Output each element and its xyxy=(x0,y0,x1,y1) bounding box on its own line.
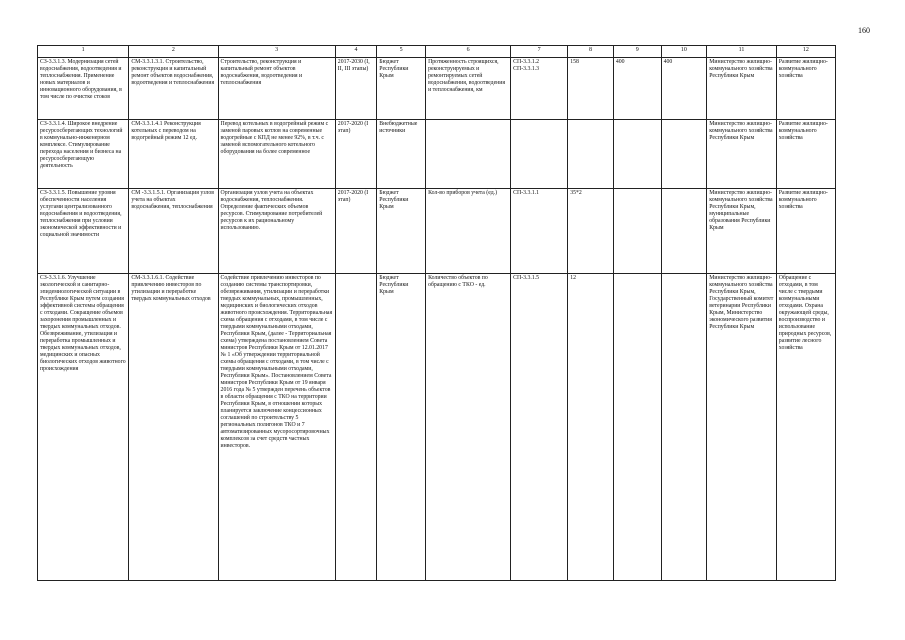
table-cell: Развитие жилищно-коммунального хозяйства xyxy=(776,58,835,120)
table-cell: Протяженность строящихся, реконструируемых и ремонтируемых сетей водоснабжения, водоотведения и теплоснабжения, км xyxy=(426,58,511,120)
table-cell: Министерство жилищно-коммунального хозяйства Республики Крым, Государственный комитет ветеринарии Республики Крым, Министерство экономического развития Республики Крым xyxy=(707,274,777,581)
header-cell: 7 xyxy=(511,46,568,58)
table-cell: 400 xyxy=(661,58,707,120)
header-cell: 10 xyxy=(661,46,707,58)
table-cell: Кол-во приборов учета (ед.) xyxy=(426,189,511,274)
table-cell: Перевод котельных в водогрейный режим с заменой паровых котлов на современные водогрейные с КПД не менее 92%, в т.ч. с заменой вспомогательного котельного оборудования на более современное xyxy=(218,120,335,189)
header-cell: 9 xyxy=(613,46,661,58)
table-cell: Количество объектов по обращению с ТКО - ед. xyxy=(426,274,511,581)
table-cell: СМ -3.3.1.5.1. Организация узлов учета на объектах водоснабжения, теплоснабжения xyxy=(129,189,218,274)
header-cell: 1 xyxy=(38,46,129,58)
table-cell: 2017-2030 (I, II, III этапы) xyxy=(335,58,377,120)
table-cell: СМ-3.3.1.4.1 Реконструкция котельных с переводом на водогрейный режим 12 ед. xyxy=(129,120,218,189)
header-cell: 4 xyxy=(335,46,377,58)
table-row xyxy=(38,189,836,274)
table-cell: Бюджет Республики Крым xyxy=(377,274,426,581)
header-row xyxy=(38,46,836,58)
table-cell xyxy=(661,189,707,274)
table-cell: СП-3.3.1.1 xyxy=(511,189,568,274)
table-row xyxy=(38,274,836,581)
header-cell: 3 xyxy=(218,46,335,58)
header-cell: 8 xyxy=(568,46,614,58)
table-cell: 2017-2020 (I этап) xyxy=(335,120,377,189)
table-row xyxy=(38,58,836,120)
table-cell xyxy=(568,120,614,189)
table-cell: СЗ-3.3.1.4. Широкое внедрение ресурсосберегающих технологий в коммунально-инженерном комплексе. Стимулирование перехода населения и бизнеса на ресурсосберегающую деятельность xyxy=(38,120,129,189)
table-cell: Развитие жилищно-коммунального хозяйства xyxy=(776,189,835,274)
table-cell: Развитие жилищно-коммунального хозяйства xyxy=(776,120,835,189)
table-cell: Бюджет Республики Крым xyxy=(377,189,426,274)
table-cell xyxy=(511,120,568,189)
table-row xyxy=(38,120,836,189)
table-cell: Строительство, реконструкция и капитальный ремонт объектов водоснабжения, водоотведения и теплоснабжения xyxy=(218,58,335,120)
header-cell: 5 xyxy=(377,46,426,58)
table-cell xyxy=(613,189,661,274)
table-cell xyxy=(613,120,661,189)
table-cell: СП-3.3.1.5 xyxy=(511,274,568,581)
table-cell: 158 xyxy=(568,58,614,120)
table-cell: СМ-3.3.1.3.1. Строительство, реконструкция и капитальный ремонт объектов водоснабжения, водоотведения и теплоснабжения xyxy=(129,58,218,120)
table-cell: Бюджет Республики Крым xyxy=(377,58,426,120)
header-cell: 11 xyxy=(707,46,777,58)
table-cell: 12 xyxy=(568,274,614,581)
table-cell xyxy=(661,274,707,581)
table-cell: 35*2 xyxy=(568,189,614,274)
table-cell: Министерство жилищно-коммунального хозяйства Республики Крым xyxy=(707,120,777,189)
table-cell: СЗ-3.3.1.6. Улучшение экологической и санитарно-эпидемиологической ситуации в Республике Крым путем создания эффективной системы обращения с отходами. Сокращение объемов захоронения промышленных и твердых коммунальных отходов. Обезвреживание, утилизация и переработка промышленных и твердых коммунальных отходов, медицинских и опасных биологических отходов животного происхождения xyxy=(38,274,129,581)
table-cell: Содействие привлечению инвесторов по созданию системы транспортировки, обезвреживания, утилизации и переработки твердых коммунальных, промышленных, медицинских и биологических отходов животного происхождения. Территориальная схема обращения с отходами, в том числе с твердыми коммунальными отходами, Республики Крым, (далее - Территориальная схема) утверждена постановлением Совета министров Республики Крым от 12.01.2017 № 1 «Об утверждении территориальной схемы обращения с отходами, в том числе с твердыми коммунальными отходами, Республики Крым». Постановлением Совета министров Республики Крым от 19 января 2016 года № 5 утвержден перечень объектов в области обращения с ТКО на территории Республики Крым, в отношении которых планируется заключение концессионных соглашений по строительству 5 региональных полигонов ТКО и 7 автоматизированных мусоросортировочных комплексов за счет средств частных инвесторов. xyxy=(218,274,335,581)
table-cell xyxy=(613,274,661,581)
header-cell: 12 xyxy=(776,46,835,58)
table-cell: 400 xyxy=(613,58,661,120)
table-cell: СП-3.3.1.2 СП-3.3.1.3 xyxy=(511,58,568,120)
table-cell: Внебюджетные источники xyxy=(377,120,426,189)
table-cell: СЗ-3.3.1.5. Повышение уровня обеспеченности населения услугами централизованного водоснабжения и водоотведения, теплоснабжения при условии экономической эффективности и социальной значимости xyxy=(38,189,129,274)
table-cell xyxy=(426,120,511,189)
table-cell xyxy=(335,274,377,581)
page-number: 160 xyxy=(858,26,870,35)
table-cell: 2017-2020 (I этап) xyxy=(335,189,377,274)
table-cell: СМ-3.3.1.6.1. Содействие привлечению инвесторов по утилизации и переработке твердых коммунальных отходов xyxy=(129,274,218,581)
table-cell: Министерство жилищно-коммунального хозяйства Республики Крым, муниципальные образования Республики Крым xyxy=(707,189,777,274)
activities-table xyxy=(37,45,836,581)
table-cell xyxy=(661,120,707,189)
table-cell: Министерство жилищно-коммунального хозяйства Республики Крым xyxy=(707,58,777,120)
table-cell: Обращение с отходами, в том числе с твердыми коммунальными отходами. Охрана окружающей среды, воспроизводство и использование природных ресурсов, развитие лесного хозяйства xyxy=(776,274,835,581)
header-cell: 2 xyxy=(129,46,218,58)
table-cell: Организация узлов учета на объектах водоснабжения, теплоснабжения. Определение фактических объемов ресурсов. Стимулирование потребителей ресурсов к их рациональному использованию. xyxy=(218,189,335,274)
table-cell: СЗ-3.3.1.3. Модернизация сетей водоснабжения, водоотведения и теплоснабжения. Применение новых материалов и инновационного оборудования, в том числе по очистке стоков xyxy=(38,58,129,120)
header-cell: 6 xyxy=(426,46,511,58)
